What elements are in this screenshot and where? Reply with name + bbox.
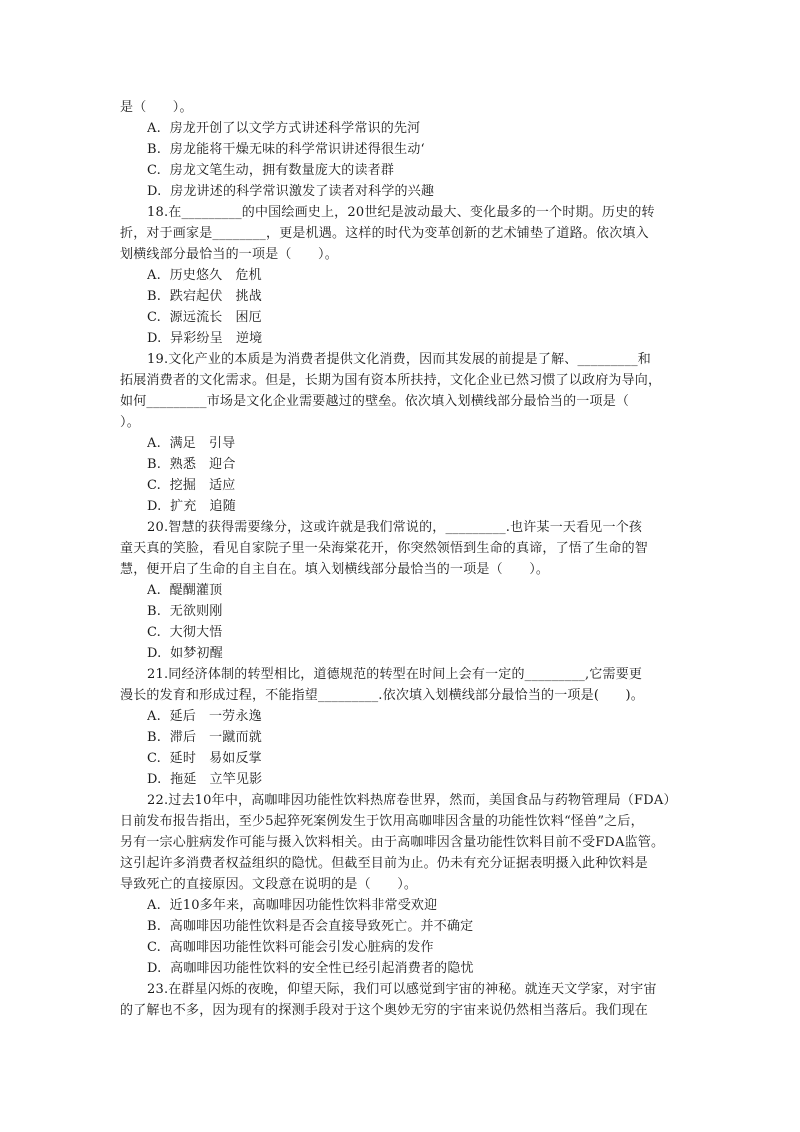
question-21-stem-line: 漫长的发育和形成过程，不能指望_________.依次填入划横线部分最恰当的一项是( )。 [120,688,644,703]
question-20-option-c: C. 大彻大悟 [147,625,223,640]
question-17-option-b: B. 房龙能将干燥无味的科学常识讲述得很生动‘ [147,142,425,157]
question-21-stem-line: 21.同经济体制的转型相比，道德规范的转型在时间上会有一定的_________,它需要更 [147,667,643,682]
question-17-stem-tail: 是（ ）。 [120,100,193,115]
question-22-stem-line: 导致死亡的直接原因。文段意在说明的是（ ）。 [120,877,418,892]
question-18-stem-line: 划横线部分最恰当的一项是（ ）。 [120,247,338,262]
question-20-option-b: B. 无欲则刚 [147,604,223,619]
question-18-option-b: B. 跌宕起伏 挑战 [147,289,262,304]
question-18-stem-line: 18.在_________的中国绘画史上，20世纪是波动最大、变化最多的一个时期。历史的转 [147,205,655,220]
question-19-option-d: D. 扩充 追随 [147,499,236,514]
question-19-stem-line: 19.文化产业的本质是为消费者提供文化消费，因而其发展的前提是了解、_________和 [147,352,651,367]
question-22-stem-line: 22.过去10年中，高咖啡因功能性饮料热席卷世界，然而，美国食品与药物管理局（FDA） [147,793,677,808]
question-22-stem-line: 这引起许多消费者权益组织的隐忧。但截至目前为止。仍未有充分证据表明摄入此种饮料是 [120,856,649,871]
question-22-stem-line: 另有一宗心脏病发作可能与摄入饮料相关。由于高咖啡因含量功能性饮料目前不受FDA监管。 [120,835,665,850]
question-18-option-c: C. 源远流长 困厄 [147,310,262,325]
question-23-stem-line: 23.在群星闪烁的夜晚，仰望天际，我们可以感觉到宇宙的神秘。就连天文学家，对宇宙 [147,982,657,997]
question-18-option-a: A. 历史悠久 危机 [147,268,262,283]
question-20-option-a: A. 醍醐灌顶 [147,583,223,598]
question-22-option-d: D. 高咖啡因功能性饮料的安全性已经引起消费者的隐忧 [147,961,474,976]
question-22-option-c: C. 高咖啡因功能性饮料可能会引发心脏病的发作 [147,940,434,955]
question-19-stem-line: ）。 [120,415,140,430]
question-21-option-d: D. 拖延 立竿见影 [147,772,263,787]
question-21-option-a: A. 延后 一劳永逸 [147,709,262,724]
question-21-option-c: C. 延时 易如反掌 [147,751,262,766]
question-17-option-a: A. 房龙开创了以文学方式讲述科学常识的先河 [147,121,421,136]
question-23-stem-line: 的了解也不多，因为现有的探测手段对于这个奥妙无穷的宇宙来说仍然相当落后。我们现在 [120,1003,649,1018]
question-19-option-c: C. 挖掘 适应 [147,478,236,493]
question-19-stem-line: 拓展消费者的文化需求。但是，长期为国有资本所扶持，文化企业已然习惯了以政府为导向， [120,373,662,388]
question-18-stem-line: 折，对于画家是________，更是机遇。这样的时代为变革创新的艺术铺垫了道路。依次填入 [120,226,649,241]
question-18-option-d: D. 异彩纷呈 逆境 [147,331,263,346]
question-17-option-d: D. 房龙讲述的科学常识激发了读者对科学的兴趣 [147,184,435,199]
question-20-stem-line: 20.智慧的获得需要缘分，这或许就是我们常说的，_________.也许某一天看见一个孩 [147,520,643,535]
question-19-option-a: A. 满足 引导 [147,436,236,451]
question-19-option-b: B. 熟悉 迎合 [147,457,236,472]
question-22-stem-line: 日前发布报告指出，至少5起猝死案例发生于饮用高咖啡因含量的功能性饮料“怪兽”之后， [120,814,644,829]
question-22-option-a: A. 近10多年来，高咖啡因功能性饮料非常受欢迎 [147,898,438,913]
question-21-option-b: B. 滞后 一蹴而就 [147,730,262,745]
question-20-stem-line: 童天真的笑脸，看见自家院子里一朵海棠花开，你突然领悟到生命的真谛，了悟了生命的智 [120,541,649,556]
question-20-option-d: D. 如梦初醒 [147,646,223,661]
question-20-stem-line: 慧，便开启了生命的自主自在。填入划横线部分最恰当的一项是（ ）。 [120,562,550,577]
question-17-option-c: C. 房龙文笔生动，拥有数量庞大的读者群 [147,163,395,178]
question-19-stem-line: 如何_________市场是文化企业需要越过的壁垒。依次填入划横线部分最恰当的一项是（ [120,394,630,409]
question-22-option-b: B. 高咖啡因功能性饮料是否会直接导致死亡。并不确定 [147,919,474,934]
